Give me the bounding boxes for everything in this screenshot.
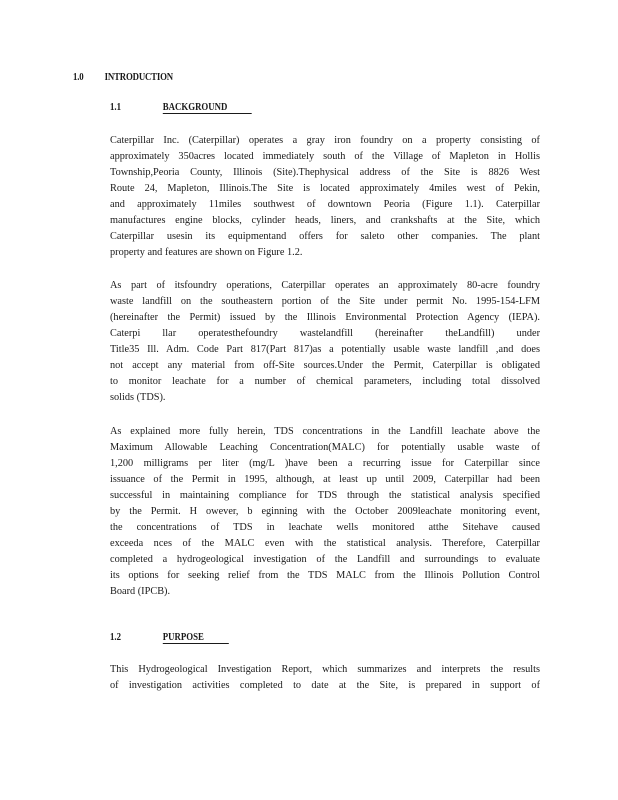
subsection-title: BACKGROUND xyxy=(163,102,252,114)
section-title: INTRODUCTION xyxy=(104,72,173,83)
text-line: manufactures engine blocks, cylinder heads, liners, and crankshafts at the Site, which xyxy=(110,215,540,226)
text-line: Route 24, Mapleton, Illinois.The Site is located approximately 4miles west of Pekin, xyxy=(110,183,540,194)
text-line: the concentrations of TDS in leachate wells monitored atthe Sitehave caused xyxy=(110,522,540,533)
text-line: of investigation activities completed to date at the Site, is prepared in support of xyxy=(110,680,540,691)
text-line: Maximum Allowable Leaching Concentration(MALC) for potentially usable waste of xyxy=(110,442,540,453)
text-line: Title35 Ill. Adm. Code Part 817(Part 817)as a potentially usable waste landfill ,and does xyxy=(110,344,540,355)
text-line: As explained more fully herein, TDS concentrations in the Landfill leachate above the xyxy=(110,426,540,437)
text-line: 1,200 milligrams per liter (mg/L )have been a recurring issue for Caterpillar since xyxy=(110,458,540,469)
text-line: successful in maintaining compliance for TDS through the statistical analysis specified xyxy=(110,490,540,501)
text-line: (hereinafter the Permit) issued by the Illinois Environmental Protection Agency (IEPA). xyxy=(110,312,540,323)
subsection-number: 1.1 xyxy=(110,102,121,113)
text-line: property and features are shown on Figure 1.2. xyxy=(110,247,303,258)
paragraph-background-3 xyxy=(110,424,540,600)
text-line: Township,Peoria County, Illinois (Site).Thephysical address of the Site is 8826 West xyxy=(110,167,540,178)
text-line: not accept any material from off-Site sources.Under the Permit, Caterpillar is obligated xyxy=(110,360,540,371)
paragraph-background-1 xyxy=(110,133,540,261)
section-heading xyxy=(73,72,173,83)
text-line: As part of itsfoundry operations, Caterpillar operates an approximately 80-acre foundry xyxy=(110,280,540,291)
section-number: 1.0 xyxy=(73,72,84,83)
text-line: and approximately 11miles southwest of downtown Peoria (Figure 1.1). Caterpillar xyxy=(110,199,540,210)
text-line: solids (TDS). xyxy=(110,392,166,403)
text-line: Caterpillar Inc. (Caterpillar) operates a gray iron foundry on a property consisting of xyxy=(110,135,540,146)
paragraph-background-2 xyxy=(110,278,540,406)
text-line: Caterpi llar operatesthefoundry wastelandfill (hereinafter theLandfill) under xyxy=(110,328,540,339)
text-line: waste landfill on the southeastern portion of the Site under permit No. 1995-154-LFM xyxy=(110,296,540,307)
subsection-heading-purpose xyxy=(110,632,229,644)
text-line: This Hydrogeological Investigation Report, which summarizes and interprets the results xyxy=(110,664,540,675)
text-line: by the Permit. H owever, b eginning with the October 2009leachate monitoring event, xyxy=(110,506,540,517)
text-line: to monitor leachate for a number of chemical parameters, including total dissolved xyxy=(110,376,540,387)
text-line: issuance of the Permit in 1995, although, at least up until 2009, Caterpillar had been xyxy=(110,474,540,485)
text-line: exceeda nces of the MALC even with the statistical analysis. Therefore, Caterpillar xyxy=(110,538,540,549)
subsection-heading-background xyxy=(110,102,252,114)
subsection-number: 1.2 xyxy=(110,632,121,643)
paragraph-purpose-1 xyxy=(110,662,540,694)
text-line: Board (IPCB). xyxy=(110,586,171,597)
text-line: approximately 350acres located immediately south of the Village of Mapleton in Hollis xyxy=(110,151,540,162)
subsection-title: PURPOSE xyxy=(163,632,229,644)
text-line: Caterpillar usesin its equipmentand offers for saleto other companies. The plant xyxy=(110,231,540,242)
text-line: completed a hydrogeological investigation of the Landfill and surroundings to evaluate xyxy=(110,554,540,565)
text-line: its options for seeking relief from the TDS MALC from the Illinois Pollution Control xyxy=(110,570,540,581)
